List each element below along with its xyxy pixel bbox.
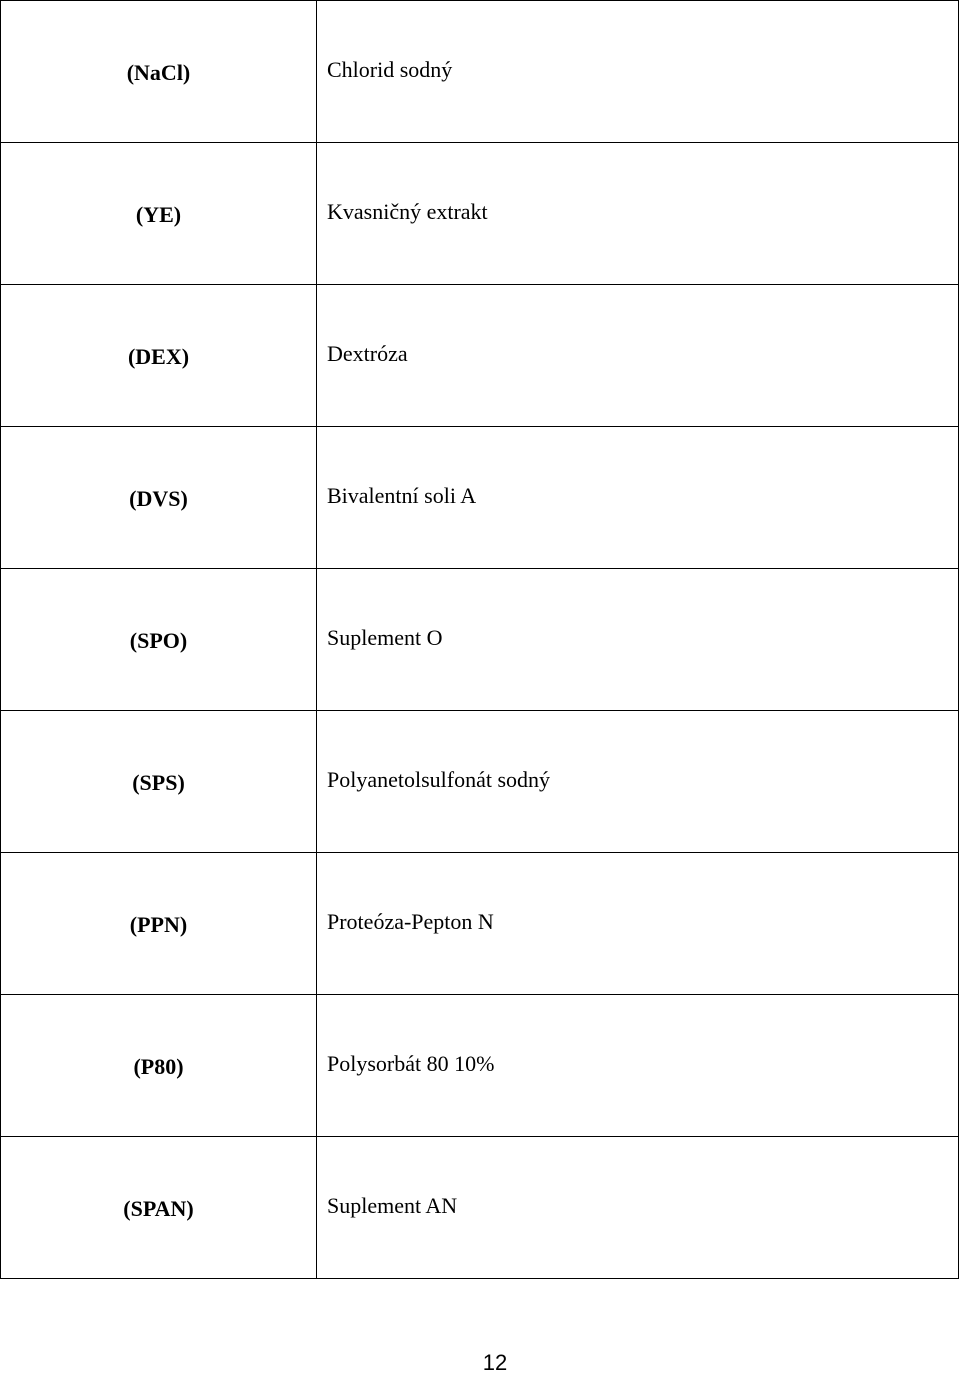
abbreviation-text: (P80) [133,1053,184,1079]
page-number: 12 [482,1350,508,1375]
full-name-text: Dextróza [327,341,408,366]
abbreviation-cell [1,1137,317,1279]
full-name-text: Polysorbát 80 10% [327,1051,495,1076]
abbreviation-text: (PPN) [129,911,188,937]
full-name-text: Suplement O [327,625,443,650]
full-name-cell [317,285,959,427]
full-name-cell [317,427,959,569]
full-name-cell [317,853,959,995]
full-name-text: Proteóza-Pepton N [327,909,494,934]
full-name-text: Chlorid sodný [327,57,453,82]
abbreviation-text: (NaCl) [126,59,191,85]
table-row [1,711,959,853]
table-row [1,1137,959,1279]
abbreviation-text: (DEX) [127,343,190,369]
full-name-cell [317,1,959,143]
abbreviation-cell [1,427,317,569]
table-row [1,285,959,427]
abbreviation-cell [1,569,317,711]
abbreviation-text: (SPAN) [123,1195,194,1221]
table-row [1,853,959,995]
table-row [1,143,959,285]
table-row [1,569,959,711]
table-row [1,1,959,143]
full-name-cell [317,995,959,1137]
abbreviation-cell [1,1,317,143]
abbreviation-cell [1,711,317,853]
abbreviation-text: (SPO) [129,627,188,653]
abbreviation-text: (DVS) [129,485,188,511]
full-name-cell [317,1137,959,1279]
full-name-cell [317,711,959,853]
abbreviation-text: (YE) [135,201,182,227]
full-name-text: Bivalentní soli A [327,483,477,508]
full-name-text: Polyanetolsulfonát sodný [327,767,551,792]
table-row [1,995,959,1137]
table-row [1,427,959,569]
full-name-text: Kvasničný extrakt [327,199,488,224]
abbreviation-cell [1,995,317,1137]
full-name-cell [317,143,959,285]
full-name-text: Suplement AN [327,1193,458,1218]
full-name-cell [317,569,959,711]
abbreviation-cell [1,853,317,995]
abbreviation-text: (SPS) [132,769,185,795]
abbreviation-cell [1,143,317,285]
abbreviation-cell [1,285,317,427]
